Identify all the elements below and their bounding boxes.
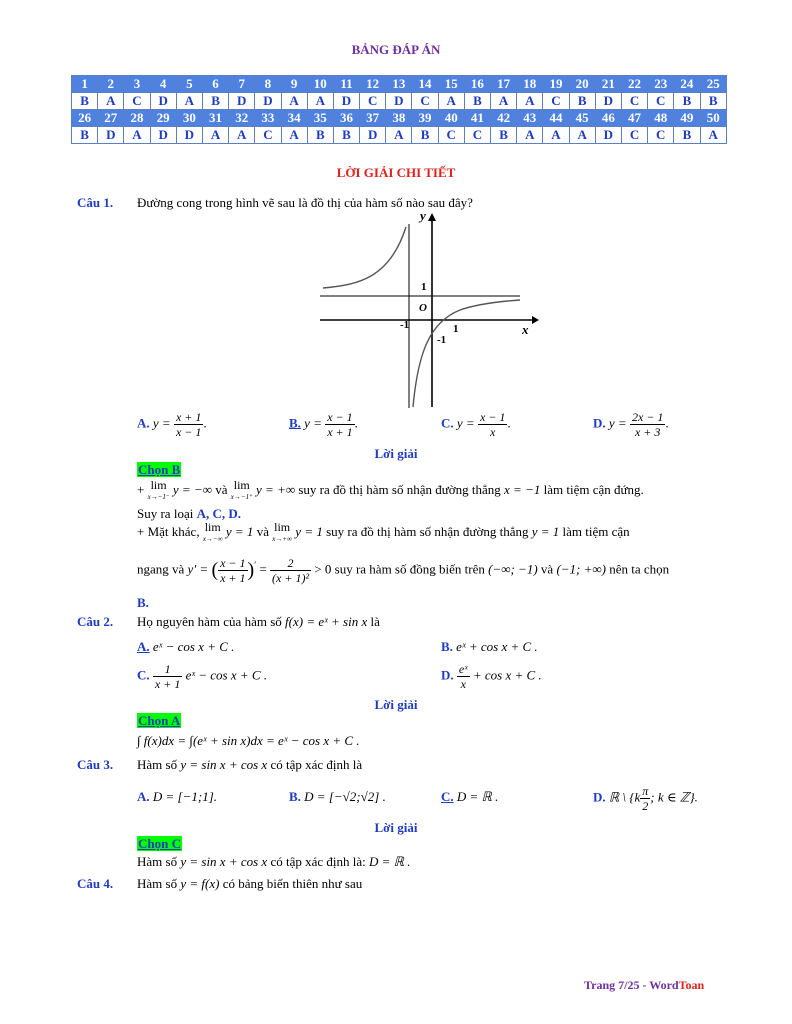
answer-number-cell: 49 (674, 110, 700, 127)
q1-option-c-lhs: y = (456, 415, 475, 431)
answer-number-cell: 29 (150, 110, 176, 127)
answer-letter-cell: D (98, 127, 124, 144)
answer-letter-cell: B (674, 93, 700, 110)
answer-letter-cell: C (360, 93, 386, 110)
answer-letter-cell: D (150, 127, 176, 144)
q1-l3-lim2: lim x→+∞ (272, 520, 293, 543)
q2-option-d-rest: + cos x + C . (472, 667, 542, 683)
q4-text-end: có bảng biến thiên như sau (222, 876, 363, 891)
answer-number-cell: 22 (621, 76, 647, 93)
q1-solution-line3 (137, 522, 630, 544)
answer-letter-cell: C (412, 93, 438, 110)
x-axis-arrow (532, 316, 539, 324)
answer-letter-cell: D (595, 127, 621, 144)
answer-letter-cell: B (333, 127, 359, 144)
answer-number-cell: 41 (464, 110, 490, 127)
y-axis-arrow (428, 213, 436, 221)
q1-option-a[interactable]: A. y = $\frac{x + 1}{x - 1}$ . (137, 410, 207, 439)
q2-text-end: là (370, 614, 380, 629)
answer-letter-cell: C (648, 127, 674, 144)
q1-l1-eq3: x = −1 (504, 481, 541, 497)
q2-option-a[interactable] (137, 639, 234, 655)
q3-option-d-den: 2 (640, 798, 650, 813)
answer-letter-cell: C (438, 127, 464, 144)
q2-solution: ∫ f(x)dx = ∫(eˣ + sin x)dx = eˣ − cos x + C . (137, 733, 360, 748)
answer-letter-cell: D (255, 93, 281, 110)
q1-l1-eq1: y = −∞ (172, 481, 212, 497)
answer-number-cell: 25 (700, 76, 727, 93)
answer-letter-cell: D (360, 127, 386, 144)
answer-number-cell: 3 (124, 76, 150, 93)
q3-text-end: có tập xác định là (270, 757, 363, 772)
q1-l4-eq: = (259, 561, 267, 577)
answer-number-cell: 31 (202, 110, 228, 127)
q1-option-b-label: B. (289, 415, 301, 431)
answer-letter-cell: B (569, 93, 595, 110)
q1-l3-lim2-under: x→+∞ (272, 535, 293, 543)
answer-letter-cell: A (281, 93, 307, 110)
answer-number-cell: 43 (517, 110, 543, 127)
q1-l3-lim1: lim x→−∞ (202, 520, 223, 543)
q2-solution-heading: Lời giải (374, 697, 418, 712)
q1-l4-rest: suy ra hàm số đồng biến trên (334, 561, 485, 577)
q1-option-d-den: x + 3 (630, 424, 665, 439)
q3-fx: y = sin x + cos x (180, 757, 268, 772)
right-branch-curve (413, 300, 520, 407)
q1-label: Câu 1. (77, 195, 114, 210)
answer-letter-cell: A (569, 127, 595, 144)
q2-option-c-rest: eˣ − cos x + C . (185, 667, 268, 683)
q3-option-b-label: B. (289, 789, 301, 804)
answer-number-cell: 7 (229, 76, 255, 93)
q1-option-d-label: D. (593, 415, 606, 431)
answer-letter-cell: A (124, 127, 150, 144)
answer-letter-cell: A (517, 93, 543, 110)
q1-option-c-label: C. (441, 415, 454, 431)
q1-l3-va: và (256, 523, 269, 539)
q1-l4-f-num: x − 1 (220, 556, 246, 570)
answer-letter-cell: B (674, 127, 700, 144)
q1-l4-f-den: x + 1 (220, 571, 246, 585)
answer-letter-cell: A (281, 127, 307, 144)
answer-number-cell: 48 (648, 110, 674, 127)
answer-number-cell: 23 (648, 76, 674, 93)
q3-option-c-label: C. (441, 789, 454, 804)
graph-label-y: y (420, 212, 426, 223)
answer-number-cell: 39 (412, 110, 438, 127)
q1-l3-end: làm tiệm cận (562, 523, 630, 539)
q2-label: Câu 2. (77, 614, 114, 629)
q2-option-d[interactable] (441, 662, 542, 691)
q3-option-a[interactable] (137, 789, 217, 805)
answer-number-cell: 47 (621, 110, 647, 127)
left-branch-curve (323, 227, 406, 288)
q3-option-c-text: D = ℝ . (456, 789, 499, 804)
answer-number-cell: 14 (412, 76, 438, 93)
q3-option-a-label: A. (137, 789, 150, 804)
answer-number-cell: 37 (360, 110, 386, 127)
q1-l3-rest: suy ra đồ thị hàm số nhận đường thẳng (326, 523, 529, 539)
q1-l2-bold: A, C, D. (196, 506, 241, 521)
answer-number-cell: 36 (333, 110, 359, 127)
answer-number-cell: 17 (491, 76, 517, 93)
q1-graph (320, 212, 540, 412)
q1-l3-a: + Mặt khác, (137, 523, 200, 539)
answer-number-cell: 27 (98, 110, 124, 127)
answer-letter-cell: A (202, 127, 228, 144)
answer-number-cell: 34 (281, 110, 307, 127)
q1-l4-frac2 (270, 556, 311, 585)
answer-letter-cell: C (543, 93, 569, 110)
answer-number-cell: 42 (491, 110, 517, 127)
q2-option-b-label: B. (441, 639, 453, 654)
answer-number-cell: 8 (255, 76, 281, 93)
q1-l4-g-den: (x + 1)² (272, 571, 310, 585)
q2-option-d-label: D. (441, 667, 454, 683)
footer-page: Trang 7/25 - (584, 978, 650, 992)
q4-text (137, 876, 362, 892)
answer-number-cell: 5 (176, 76, 202, 93)
q2-option-c-label: C. (137, 667, 150, 683)
answer-number-cell: 45 (569, 110, 595, 127)
q1-option-a-den: x − 1 (175, 425, 202, 439)
answer-number-cell: 40 (438, 110, 464, 127)
graph-label-x-one: 1 (453, 323, 459, 335)
graph-label-x-neg-one: -1 (400, 319, 410, 331)
q1-l4-gt: > 0 (314, 561, 332, 577)
q3-option-d-num: π (642, 784, 649, 798)
q2-option-b-text: eˣ + cos x + C . (456, 639, 538, 654)
q1-l1-eq2: y = +∞ (256, 481, 296, 497)
q1-l1-lim2-under: x→−1⁺ (230, 493, 253, 501)
q1-option-d-num: 2x − 1 (631, 410, 664, 424)
answer-number-cell: 30 (176, 110, 202, 127)
answer-letter-cell: C (464, 127, 490, 144)
q2-option-c-den: x + 1 (154, 677, 181, 691)
q2-chon-badge: Chọn A (138, 713, 181, 728)
q2-option-d-num: eˣ (458, 662, 468, 676)
answer-number-cell: 44 (543, 110, 569, 127)
q1-option-b-lhs: y = (304, 415, 322, 431)
answer-row-numbers-1 (72, 76, 727, 93)
answer-number-cell: 6 (202, 76, 228, 93)
answer-number-cell: 15 (438, 76, 464, 93)
q3-option-a-text: D = [−1;1]. (152, 789, 218, 804)
answer-letter-cell: B (412, 127, 438, 144)
answer-number-cell: 20 (569, 76, 595, 93)
graph-label-x: x (522, 322, 529, 337)
q1-l4-frac1 (218, 556, 247, 585)
q1-l4-interval1: (−∞; −1) (488, 561, 538, 577)
answer-letter-cell: D (333, 93, 359, 110)
answer-letter-cell: A (98, 93, 124, 110)
q1-l3-eq2: y = 1 (295, 523, 323, 539)
q3-option-c[interactable] (441, 789, 498, 805)
answer-letter-cell: A (307, 93, 333, 110)
answer-letter-cell: C (648, 93, 674, 110)
q1-l2-text: Suy ra loại (137, 506, 194, 521)
q2-option-a-label: A. (137, 639, 150, 654)
answer-letter-cell: B (464, 93, 490, 110)
answer-number-cell: 9 (281, 76, 307, 93)
answer-letter-cell: B (202, 93, 228, 110)
answer-number-cell: 46 (595, 110, 621, 127)
q1-option-d-lhs: y = (608, 415, 627, 431)
q1-option-a-fraction (174, 410, 203, 439)
answer-number-cell: 38 (386, 110, 412, 127)
q1-l1-lim1: lim x→−1⁻ (147, 478, 170, 501)
q4-fx: y = f(x) (180, 876, 220, 891)
q1-l4-end: nên ta chọn (609, 561, 670, 577)
answer-letter-cell: D (229, 93, 255, 110)
answer-letter-cell: D (386, 93, 412, 110)
q3-solution-heading: Lời giải (374, 820, 418, 835)
q1-solution-line1 (137, 480, 644, 502)
answer-letter-cell: A (229, 127, 255, 144)
page-header-title: BẢNG ĐÁP ÁN (351, 42, 441, 57)
q1-l1-rest: suy ra đồ thị hàm số nhận đường thẳng (298, 481, 501, 497)
q1-l1-lim2: lim x→−1⁺ (230, 478, 253, 501)
q3-option-b-text: D = [−√2;√2] . (304, 789, 386, 804)
answer-number-cell: 28 (124, 110, 150, 127)
q1-l3-eq1: y = 1 (225, 523, 254, 539)
answer-number-cell: 35 (307, 110, 333, 127)
answer-number-cell: 18 (517, 76, 543, 93)
q2-option-c[interactable] (137, 662, 267, 691)
q1-solution-line5: B. (137, 595, 149, 610)
answer-number-cell: 32 (229, 110, 255, 127)
q1-solution-line4: ngang và y′ = ( $\frac{x - 1}{x + 1}$ )′ = $\frac{2}{\text{(x + 1)²}}$ > 0 suy ra hàm số đồng biến trên (−∞; −1) và (−1; +∞) nên ta chọn (137, 556, 670, 585)
q1-l1-va: và (215, 481, 228, 497)
answer-letter-cell: B (72, 127, 98, 144)
q3-solution-fx: y = sin x + cos x (180, 854, 268, 869)
answer-letter-cell: C (255, 127, 281, 144)
answer-number-cell: 10 (307, 76, 333, 93)
q3-solution-b: có tập xác định là: (270, 854, 366, 869)
q3-solution-a: Hàm số (137, 854, 178, 869)
q2-option-a-text: eˣ − cos x + C . (152, 639, 235, 654)
q1-option-c[interactable]: C. y = $\frac{x - 1}{x}$ . (441, 410, 511, 439)
q1-option-c-den: x (478, 424, 507, 439)
q3-text-main: Hàm số (137, 757, 178, 772)
answer-number-cell: 50 (700, 110, 727, 127)
q1-l3-eq3: y = 1 (531, 523, 560, 539)
answer-row-letters-1 (72, 93, 727, 110)
q3-option-d[interactable] (593, 784, 698, 813)
answer-letter-cell: B (307, 127, 333, 144)
answer-letter-cell: A (438, 93, 464, 110)
answer-letter-cell: D (176, 127, 202, 144)
answer-letter-cell: D (150, 93, 176, 110)
q1-option-a-label: A. (137, 415, 150, 431)
q2-option-c-num: 1 (164, 662, 171, 676)
q3-text (137, 757, 362, 773)
answer-letter-cell: A (543, 127, 569, 144)
q1-option-d[interactable]: D. y = $\frac{2x - 1}{x + 3}$ . (593, 410, 669, 439)
q2-option-b[interactable] (441, 639, 538, 655)
q3-option-d-pre: ℝ \ {k (608, 789, 641, 805)
answer-number-cell: 2 (98, 76, 124, 93)
q2-option-d-fraction (457, 662, 470, 691)
answer-number-cell: 19 (543, 76, 569, 93)
q1-option-d-fraction (630, 410, 665, 439)
q3-option-d-label: D. (593, 789, 606, 805)
q1-l4-deriv: y′ = (187, 561, 209, 577)
answer-number-cell: 26 (72, 110, 98, 127)
q1-solution-heading: Lời giải (374, 446, 418, 461)
q1-l1-lim1-under: x→−1⁻ (147, 493, 170, 501)
q1-option-b-num: x − 1 (327, 410, 353, 424)
section-title: LỜI GIẢI CHI TIẾT (336, 165, 456, 180)
graph-label-origin: O (419, 302, 427, 314)
answer-number-cell: 24 (674, 76, 700, 93)
answer-letter-cell: A (700, 127, 727, 144)
q3-solution (137, 854, 410, 870)
page-footer (584, 978, 704, 993)
answer-number-cell: 33 (255, 110, 281, 127)
q2-text (137, 614, 380, 630)
answer-number-cell: 13 (386, 76, 412, 93)
q1-option-b-den: x + 1 (327, 425, 353, 439)
answer-number-cell: 21 (595, 76, 621, 93)
q4-label: Câu 4. (77, 876, 114, 891)
answer-letter-cell: B (700, 93, 727, 110)
q2-option-d-den: x (457, 676, 470, 691)
answer-letter-cell: C (124, 93, 150, 110)
answer-table (71, 75, 727, 144)
q1-option-a-lhs: y = (152, 415, 171, 431)
q1-l4-va: và (540, 561, 554, 577)
q1-solution-line2 (137, 506, 241, 522)
answer-number-cell: 11 (333, 76, 359, 93)
q1-l4-a: ngang và (137, 561, 185, 577)
q4-text-main: Hàm số (137, 876, 178, 891)
q2-option-c-fraction (153, 662, 182, 691)
q1-l1-end: làm tiệm cận đứng. (543, 481, 644, 497)
q1-option-b[interactable]: B. y = $\frac{x - 1}{x + 1}$ . (289, 410, 358, 439)
q3-solution-c: D = ℝ . (369, 854, 411, 869)
q3-option-d-post: ; k ∈ ℤ}. (650, 789, 698, 805)
answer-number-cell: 12 (360, 76, 386, 93)
footer-word: Word (649, 978, 679, 992)
q1-text: Đường cong trong hình vẽ sau là đồ thị của hàm số nào sau đây? (137, 195, 473, 210)
q2-text-main: Họ nguyên hàm của hàm số (137, 614, 282, 629)
answer-letter-cell: A (176, 93, 202, 110)
q3-label: Câu 3. (77, 757, 114, 772)
answer-letter-cell: B (491, 127, 517, 144)
answer-letter-cell: C (621, 93, 647, 110)
answer-letter-cell: D (595, 93, 621, 110)
answer-letter-cell: A (386, 127, 412, 144)
footer-toan: Toan (678, 978, 705, 992)
answer-number-cell: 16 (464, 76, 490, 93)
q1-option-b-fraction (325, 410, 354, 439)
q1-option-c-fraction (478, 410, 507, 439)
graph-label-y-neg-one: -1 (437, 334, 447, 346)
q3-option-d-fraction (640, 784, 650, 813)
q1-l3-lim1-under: x→−∞ (202, 535, 223, 543)
q3-chon-badge: Chọn C (138, 836, 181, 851)
q3-option-b[interactable] (289, 789, 386, 805)
q1-l4-interval2: (−1; +∞) (556, 561, 606, 577)
answer-number-cell: 1 (72, 76, 98, 93)
answer-letter-cell: B (72, 93, 98, 110)
answer-letter-cell: A (517, 127, 543, 144)
q1-chon-badge: Chọn B (138, 462, 181, 477)
answer-letter-cell: A (491, 93, 517, 110)
q2-fx: f(x) = eˣ + sin x (285, 614, 368, 629)
q1-option-a-num: x + 1 (175, 410, 202, 424)
q1-l1-plus: + (137, 481, 145, 497)
answer-row-letters-2 (72, 127, 727, 144)
answer-number-cell: 4 (150, 76, 176, 93)
answer-letter-cell: C (621, 127, 647, 144)
answer-row-numbers-2 (72, 110, 727, 127)
graph-label-y-one: 1 (421, 281, 427, 293)
q1-option-c-num: x − 1 (479, 410, 506, 424)
q1-l4-g-num: 2 (287, 556, 294, 570)
